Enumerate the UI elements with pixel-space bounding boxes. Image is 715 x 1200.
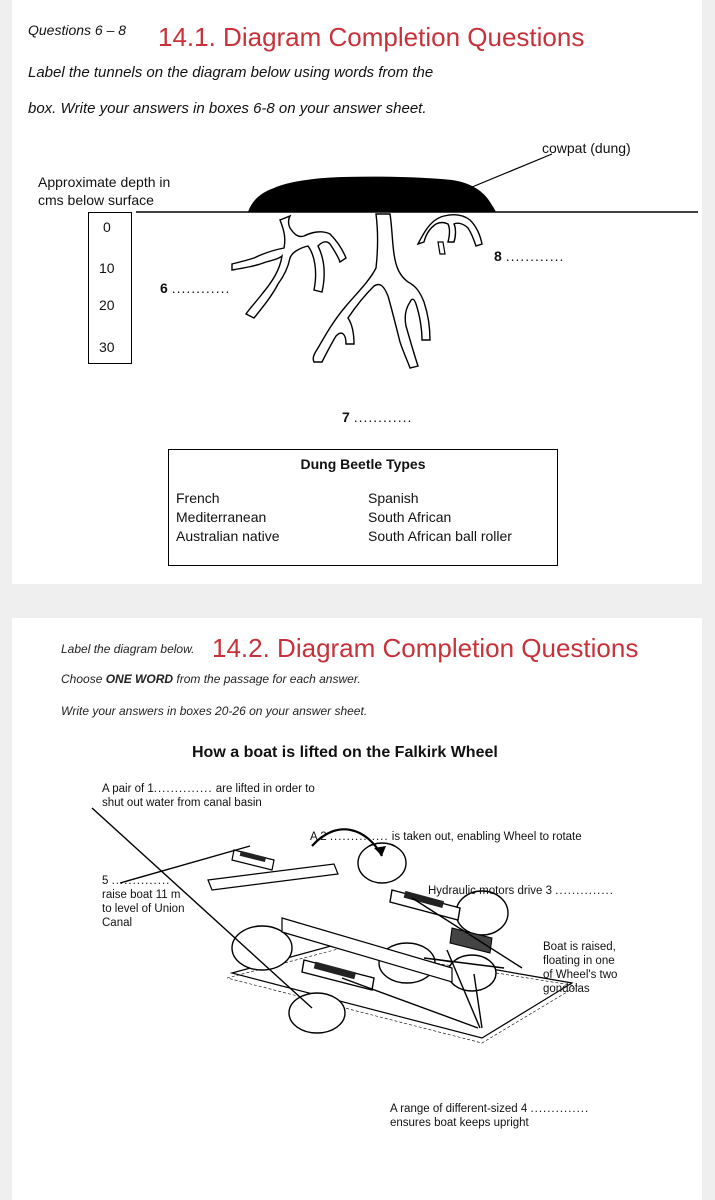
answer-1-blank[interactable]: .............. — [153, 783, 213, 795]
answer-6-number: 6 — [160, 280, 168, 296]
wheel-ring-bottom-left — [289, 993, 345, 1033]
label-2-pre: A 2 — [310, 831, 327, 843]
label-5 — [102, 874, 184, 930]
depth-tick-0: 0 — [103, 219, 111, 235]
instruction-line-2: box. Write your answers in boxes 6-8 on your answer sheet. — [28, 100, 427, 117]
beetle-type-south-african: South African — [368, 509, 452, 525]
instruction-1-post: from the passage for each answer. — [173, 672, 361, 686]
cowpat-label: cowpat (dung) — [542, 140, 631, 156]
answer-8-blank[interactable]: ............ — [505, 248, 565, 264]
label-boat-line-2: floating in one — [543, 955, 615, 967]
depth-tick-30: 30 — [99, 339, 115, 355]
answer-6-blank[interactable]: ............ — [171, 280, 231, 296]
label-1-line-2: shut out water from canal basin — [102, 797, 262, 809]
beetle-types-title: Dung Beetle Types — [300, 456, 426, 472]
label-5-line-4: Canal — [102, 917, 133, 929]
label-boat-line-4: gondolas — [543, 983, 590, 995]
beetle-type-spanish: Spanish — [368, 490, 419, 506]
label-4-pre: A range of different-sized 4 — [390, 1103, 528, 1115]
label-4-line-2: ensures boat keeps upright — [390, 1117, 529, 1129]
beetle-type-mediterranean: Mediterranean — [176, 509, 267, 525]
cowpat-shape — [248, 177, 496, 212]
beetle-type-australian-native: Australian native — [176, 528, 280, 544]
depth-scale — [88, 212, 132, 364]
gondola-small — [232, 850, 274, 870]
section-2-title: 14.2. Diagram Completion Questions — [212, 633, 639, 663]
section-2-instruction-1 — [61, 672, 361, 686]
answer-8-number: 8 — [494, 248, 502, 264]
falkirk-wheel-drawing — [12, 768, 702, 1098]
label-3 — [428, 884, 614, 898]
depth-label-line-2: cms below surface — [38, 192, 154, 208]
section-1-card — [12, 0, 702, 584]
answer-5-blank[interactable]: .............. — [111, 875, 171, 887]
instruction-1-bold: ONE WORD — [105, 672, 174, 686]
label-4 — [390, 1102, 589, 1130]
answer-7-number: 7 — [342, 409, 350, 425]
instruction-line-1: Label the tunnels on the diagram below using words from the — [28, 64, 434, 81]
label-3-pre: Hydraulic motors drive 3 — [428, 885, 552, 897]
beetle-type-south-african-ball-roller: South African ball roller — [368, 528, 512, 544]
tunnel-8-stem — [438, 242, 445, 254]
label-5-line-3: to level of Union — [102, 903, 185, 915]
label-2-post: is taken out, enabling Wheel to rotate — [388, 831, 582, 843]
cowpat-pointer — [460, 154, 552, 192]
depth-label-line-1: Approximate depth in — [38, 174, 171, 190]
label-5-number: 5 — [102, 875, 109, 887]
section-1-title: 14.1. Diagram Completion Questions — [158, 22, 585, 52]
section-2-card — [12, 618, 702, 1200]
tunnel-8 — [418, 215, 482, 246]
answer-4-blank[interactable]: .............. — [530, 1103, 590, 1115]
label-boat-line-1: Boat is raised, — [543, 941, 616, 953]
answer-2-blank[interactable]: .............. — [329, 831, 389, 843]
label-boat — [543, 940, 617, 996]
question-range: Questions 6 – 8 — [28, 22, 127, 38]
label-1-post: are lifted in order to — [212, 783, 315, 795]
label-5-line-2: raise boat 11 m — [102, 889, 181, 901]
beetle-types-box — [168, 449, 558, 566]
answer-6-label — [160, 280, 230, 296]
depth-tick-10: 10 — [99, 260, 115, 276]
answer-7-label — [342, 409, 412, 425]
label-1-pre: A pair of 1 — [102, 783, 154, 795]
section-2-instruction-2: Write your answers in boxes 20-26 on your answer sheet. — [61, 704, 368, 718]
label-boat-line-3: of Wheel's two — [543, 969, 618, 981]
section-2-intro: Label the diagram below. — [61, 642, 195, 656]
answer-8-label — [494, 248, 564, 264]
beetle-type-french: French — [176, 490, 220, 506]
answer-7-blank[interactable]: ............ — [353, 409, 413, 425]
wheel-ring-lower-right — [448, 955, 496, 991]
label-1 — [102, 782, 315, 810]
tunnel-6 — [232, 216, 346, 318]
answer-3-blank[interactable]: .............. — [555, 885, 614, 897]
instruction-1-pre: Choose — [61, 672, 106, 686]
falkirk-figure-title: How a boat is lifted on the Falkirk Wheel — [192, 744, 498, 761]
depth-tick-20: 20 — [99, 297, 115, 313]
label-2 — [310, 830, 582, 844]
